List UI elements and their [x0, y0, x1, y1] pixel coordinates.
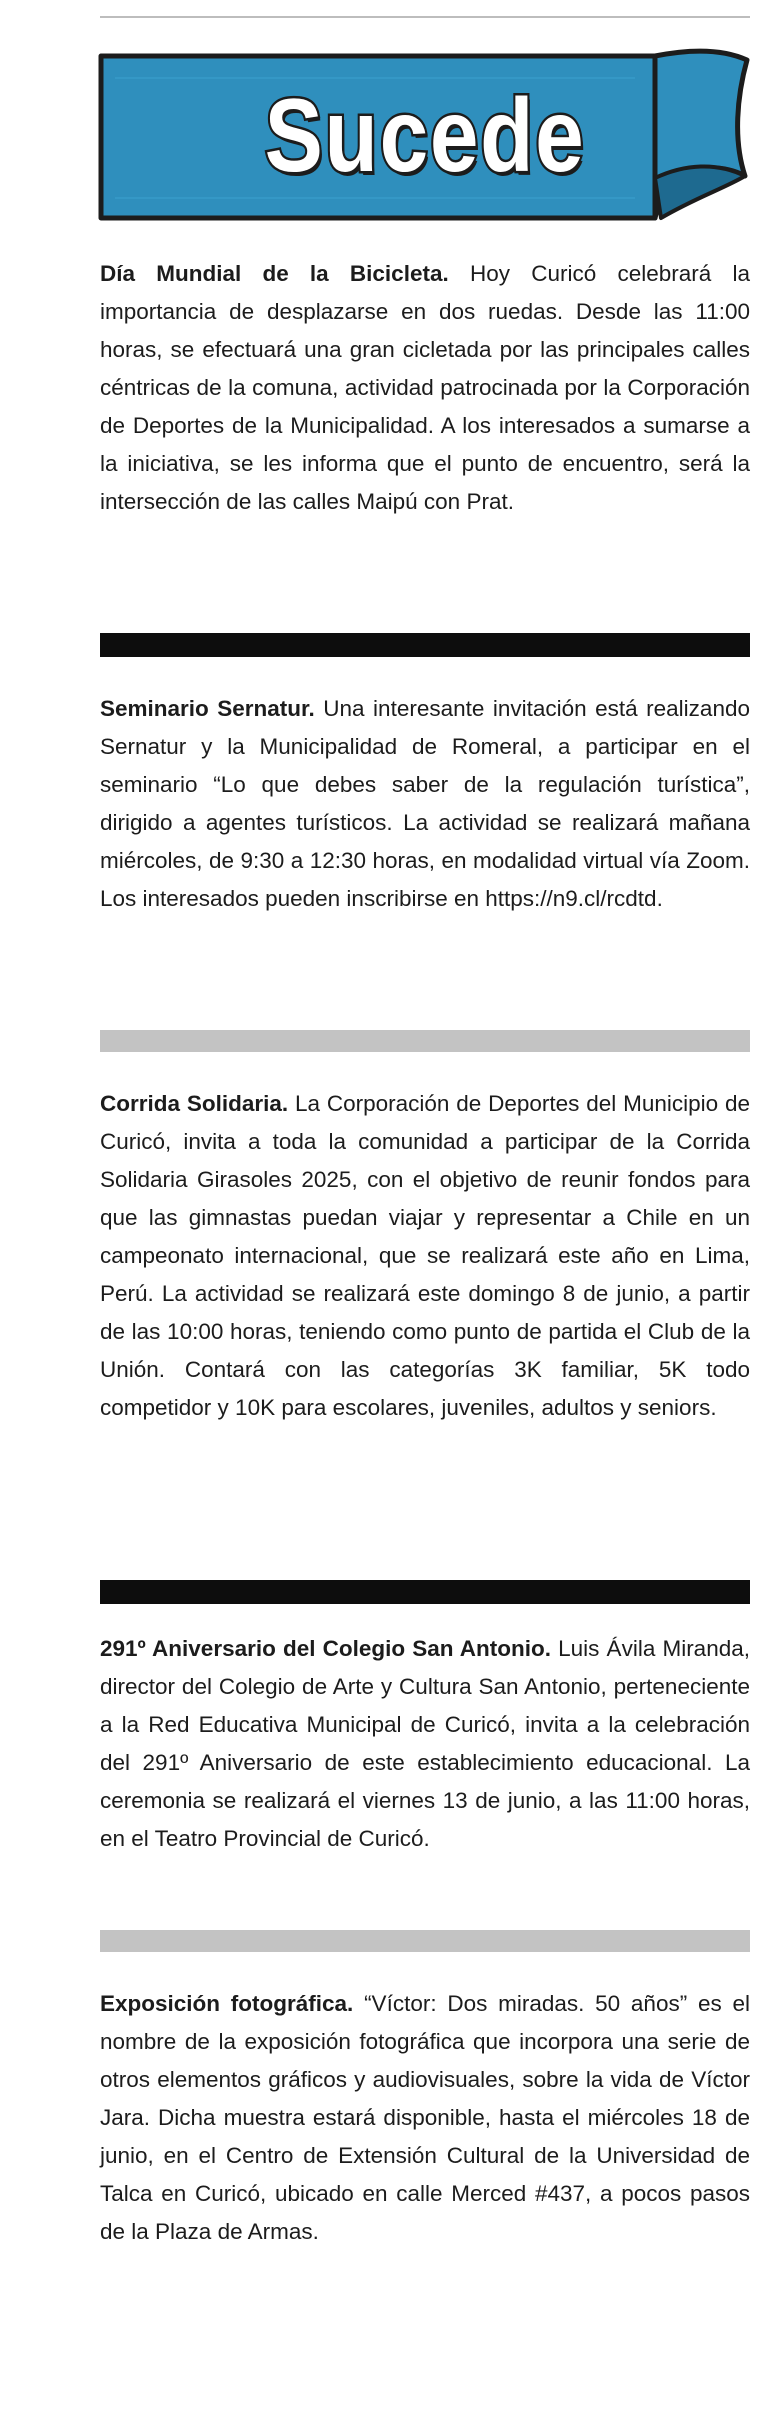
article-body: Luis Ávila Miranda, director del Colegio de Arte y Cultura San Antonio, perteneciente a la Red Educativa Municipal de Curicó, invita a la celebración del 291º Aniversario de este establecimiento educacional. La ceremonia se realizará el viernes 13 de junio, a las 11:00 horas, en el Teatro Provincial de Curicó.: [100, 1636, 750, 1851]
article-body: Hoy Curicó celebrará la importancia de desplazarse en dos ruedas. Desde las 11:00 horas, se efectuará una gran cicletada por las principales calles céntricas de la comuna, actividad patrocinada por la Corporación de Deportes de la Municipalidad. A los interesados a sumarse a la iniciativa, se les informa que el punto de encuentro, será la intersección de las calles Maipú con Prat.: [100, 261, 750, 514]
article-exposicion: [100, 1985, 750, 2251]
article-bicicleta: [100, 255, 750, 521]
article-headline: Exposición fotográfica.: [100, 1991, 354, 2016]
section-header: [95, 48, 755, 233]
divider-gray: [100, 1030, 750, 1052]
article-body: Una interesante invitación está realizando Sernatur y la Municipalidad de Romeral, a participar en el seminario “Lo que debes saber de la regulación turística”, dirigido a agentes turísticos. La actividad se realizará mañana miércoles, de 9:30 a 12:30 horas, en modalidad virtual vía Zoom. Los interesados pueden inscribirse en https://n9.cl/rcdtd.: [100, 696, 750, 911]
section-title: Sucede: [264, 78, 586, 194]
top-rule: [100, 16, 750, 18]
article-corrida: [100, 1085, 750, 1427]
article-body: La Corporación de Deportes del Municipio de Curicó, invita a toda la comunidad a participar de la Corrida Solidaria Girasoles 2025, con el objetivo de reunir fondos para que las gimnastas puedan viajar y representar a Chile en un campeonato internacional, que se realizará este año en Lima, Perú. La actividad se realizará este domingo 8 de junio, a partir de las 10:00 horas, teniendo como punto de partida el Club de la Unión. Contará con las categorías 3K familiar, 5K todo competidor y 10K para escolares, juveniles, adultos y seniors.: [100, 1091, 750, 1420]
article-aniversario: [100, 1630, 750, 1858]
article-headline: Seminario Sernatur.: [100, 696, 315, 721]
divider-black: [100, 633, 750, 657]
article-body: “Víctor: Dos miradas. 50 años” es el nombre de la exposición fotográfica que incorpora una serie de otros elementos gráficos y audiovisuales, sobre la vida de Víctor Jara. Dicha muestra estará disponible, hasta el miércoles 18 de junio, en el Centro de Extensión Cultural de la Universidad de Talca en Curicó, ubicado en calle Merced #437, a pocos pasos de la Plaza de Armas.: [100, 1991, 750, 2244]
divider-gray: [100, 1930, 750, 1952]
divider-black: [100, 1580, 750, 1604]
article-headline: Día Mundial de la Bicicleta.: [100, 261, 449, 286]
article-sernatur: [100, 690, 750, 918]
article-headline: Corrida Solidaria.: [100, 1091, 289, 1116]
article-headline: 291º Aniversario del Colegio San Antonio.: [100, 1636, 552, 1661]
